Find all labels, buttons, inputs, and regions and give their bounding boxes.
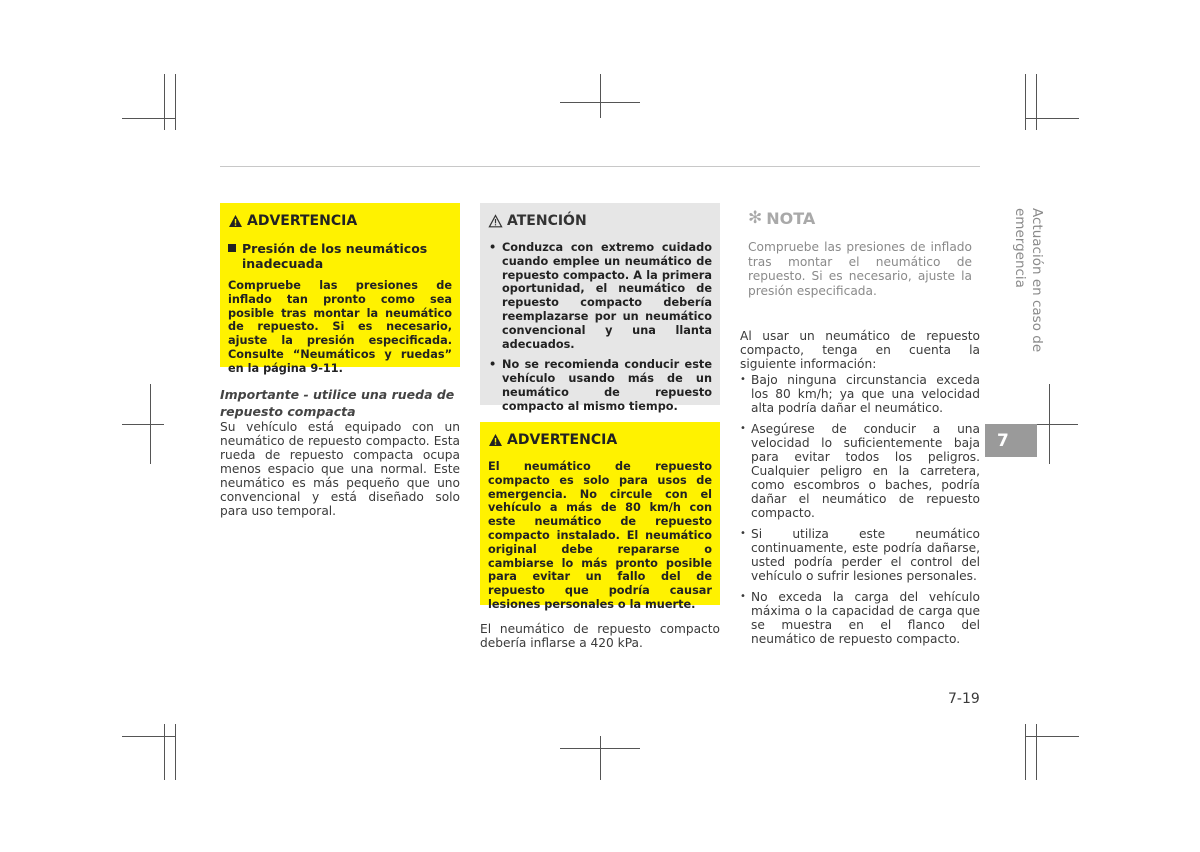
page-number: 7-19 — [948, 691, 980, 707]
warning-text: Compruebe las presiones de inflado tan pronto como sea posible tras montar la neumático de repuesto. Si es necesario, ajuste la presión especificada. Consulte “Neumáticos y ruedas” en la página 9-11. — [228, 279, 452, 375]
usage-item: • No exceda la carga del vehículo máxima o la capacidad de carga que se muestra en el flanco del neumático de repuesto compacto. — [740, 590, 980, 646]
warning-triangle-icon — [228, 214, 243, 228]
caution-triangle-icon — [488, 214, 503, 228]
usage-item: • Si utiliza este neumático continuamente, este podría dañarse, usted podría perder el control del vehículo o sufrir lesiones personales. — [740, 527, 980, 583]
warning-title: ADVERTENCIA — [247, 213, 358, 229]
left-section — [220, 386, 460, 518]
warning-triangle-icon — [488, 433, 503, 447]
usage-list — [740, 373, 980, 646]
note-section — [748, 208, 972, 298]
section-heading: Importante - utilice una rueda de repuesto compacta — [220, 387, 455, 419]
chapter-title: Actuación en caso de emergencia — [1012, 208, 1045, 353]
caution-item: • No se recomienda conducir este vehículo usando más de un neumático de repuesto compacto al mismo tiempo. — [488, 358, 712, 413]
warning-box-emergency — [480, 422, 720, 611]
section-body: Su vehículo está equipado con un neumático de repuesto compacto. Esta rueda de repuesto compacta ocupa menos espacio que una normal. Este neumático es más pequeño que uno convencional y está diseñado solo para uso temporal. — [220, 420, 460, 518]
warning-subheading: Presión de los neumáticos inadecuada — [242, 241, 428, 271]
warning-box-pressure — [220, 203, 460, 375]
chapter-tab — [985, 424, 1037, 457]
caution-box — [480, 203, 720, 413]
chapter-number: 7 — [997, 430, 1009, 451]
note-text: Compruebe las presiones de inflado tras montar el neumático de repuesto. Si es necesario, ajuste la presión especificada. — [748, 240, 972, 298]
note-title: NOTA — [766, 208, 816, 228]
caution-item: • Conduzca con extremo cuidado cuando emplee un neumático de repuesto compacto. A la primera oportunidad, el neumático de repuesto compacto debería reemplazarse por un neumático convencional y una llanta adecuados. — [488, 241, 712, 351]
caution-list — [488, 241, 712, 414]
usage-intro: Al usar un neumático de repuesto compacto, tenga en cuenta la siguiente información: — [740, 329, 980, 371]
inflation-text: El neumático de repuesto compacto debería inflarse a 420 kPa. — [480, 622, 720, 650]
usage-item: • Asegúrese de conducir a una velocidad lo suficientemente baja para evitar todos los peligros. Cualquier peligro en la carretera, como escombros o baches, podría dañar el neumático de repuesto compacto. — [740, 422, 980, 520]
usage-section — [740, 329, 980, 653]
warning-text: El neumático de repuesto compacto es solo para usos de emergencia. No circule con el vehículo a más de 80 km/h con este neumático de repuesto compacto instalado. El neumático original debe repararse o cambiarse lo más pronto posible para evitar un fallo del de repuesto que podría causar lesiones personales o la muerte. — [488, 460, 712, 611]
square-bullet-icon — [228, 244, 236, 252]
caution-title: ATENCIÓN — [507, 213, 587, 229]
asterisk-icon: ✻ — [748, 208, 763, 228]
header-rule — [220, 166, 980, 167]
usage-item: • Bajo ninguna circunstancia exceda los 80 km/h; ya que una velocidad alta podría dañar el neumático. — [740, 373, 980, 415]
warning-title: ADVERTENCIA — [507, 432, 618, 448]
